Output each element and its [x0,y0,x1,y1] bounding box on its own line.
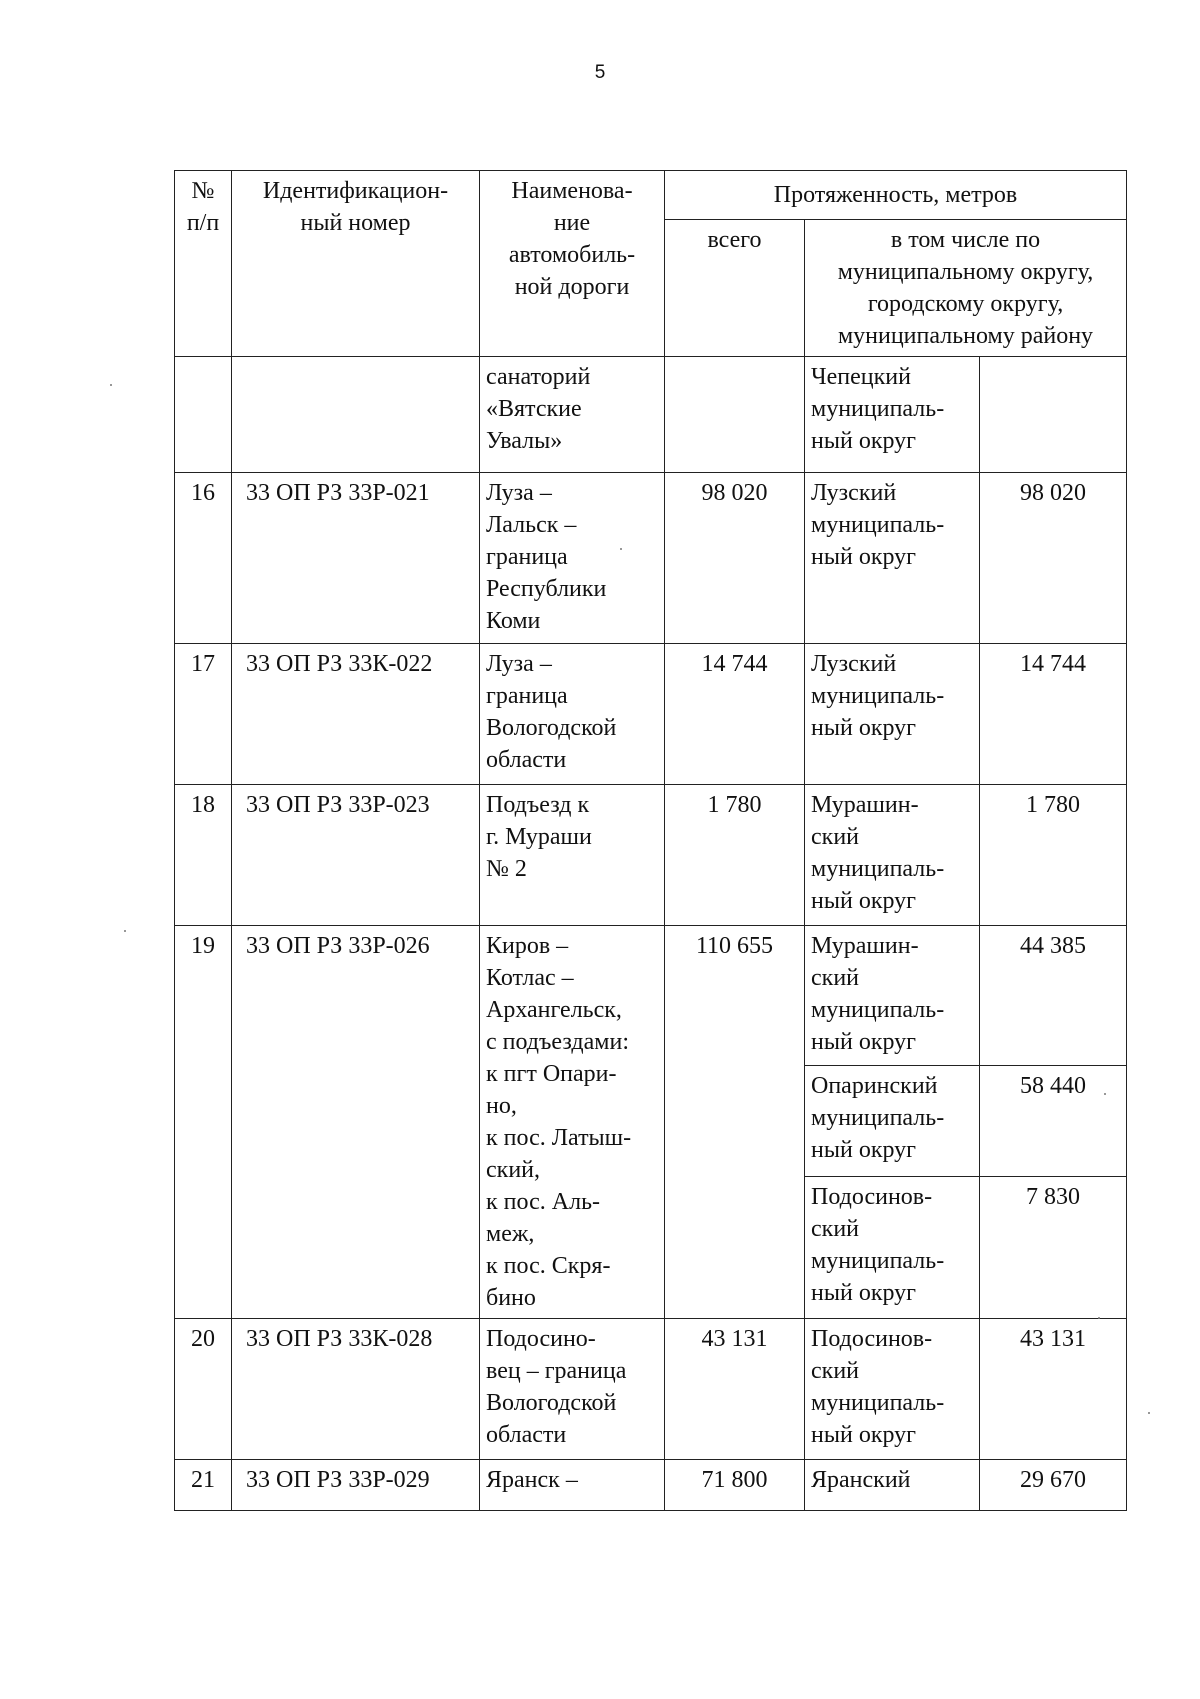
district-length: 44 385 [980,926,1127,1066]
district-length: 14 744 [980,644,1127,785]
district-name: Опаринский муниципаль- ный округ [805,1066,980,1176]
road-total-length: 110 655 [665,926,805,1319]
road-name: санаторий «Вятские Увалы» [480,357,665,473]
road-name: Подосино- вец – граница Вологодской области [480,1319,665,1460]
table-row [175,473,1127,644]
district-name: Мурашин- ский муниципаль- ный округ [805,785,980,926]
road-id: 33 ОП РЗ 33Р-026 [232,926,480,1319]
row-number: 20 [175,1319,232,1460]
road-total-length: 1 780 [665,785,805,926]
scan-speck [110,384,112,386]
row-number: 21 [175,1460,232,1511]
district-name: Подосинов- ский муниципаль- ный округ [805,1319,980,1460]
header-id: Идентификацион- ный номер [232,171,480,357]
row-number: 18 [175,785,232,926]
table-header [175,171,1127,357]
district-length: 43 131 [980,1319,1127,1460]
roads-table [174,170,1127,1511]
road-id [232,357,480,473]
district-name: Подосинов- ский муниципаль- ный округ [805,1176,980,1318]
row-number: 16 [175,473,232,644]
road-total-length: 98 020 [665,473,805,644]
table-body [175,357,1127,1511]
row-number: 17 [175,644,232,785]
district-length: 58 440 [980,1066,1127,1176]
road-name: Луза – Лальск – граница Республики Коми [480,473,665,644]
table-row [175,926,1127,1066]
district-name: Яранский [805,1460,980,1511]
scan-speck [1148,1412,1150,1414]
scan-speck [124,930,126,932]
road-name: Луза – граница Вологодской области [480,644,665,785]
district-length: 29 670 [980,1460,1127,1511]
road-id: 33 ОП РЗ 33Р-021 [232,473,480,644]
table-row [175,644,1127,785]
district-name: Мурашин- ский муниципаль- ный округ [805,926,980,1066]
district-length [980,357,1127,473]
district-name: Чепецкий муниципаль- ный округ [805,357,980,473]
table-row [175,1460,1127,1511]
road-id: 33 ОП РЗ 33К-022 [232,644,480,785]
road-total-length: 14 744 [665,644,805,785]
road-id: 33 ОП РЗ 33Р-023 [232,785,480,926]
table-row [175,1319,1127,1460]
district-length: 7 830 [980,1176,1127,1318]
header-length: Протяженность, метров [665,171,1127,220]
scan-speck [1104,1093,1106,1095]
road-name: Яранск – [480,1460,665,1511]
district-length: 98 020 [980,473,1127,644]
road-id: 33 ОП РЗ 33К-028 [232,1319,480,1460]
district-name: Лузский муниципаль- ный округ [805,644,980,785]
road-total-length [665,357,805,473]
header-name: Наименова- ние автомобиль- ной дороги [480,171,665,357]
scan-speck [620,548,622,550]
road-id: 33 ОП РЗ 33Р-029 [232,1460,480,1511]
row-number: 19 [175,926,232,1319]
header-district: в том числе по муниципальному округу, городскому округу, муниципальному району [805,220,1127,357]
road-total-length: 71 800 [665,1460,805,1511]
header-no: № п/п [175,171,232,357]
scan-speck [1098,1317,1100,1319]
district-name: Лузский муниципаль- ный округ [805,473,980,644]
district-length: 1 780 [980,785,1127,926]
page-number: 5 [594,62,606,83]
road-total-length: 43 131 [665,1319,805,1460]
row-number [175,357,232,473]
table-row [175,785,1127,926]
road-name: Киров – Котлас – Архангельск, с подъездами: к пгт Опари- но, к пос. Латыш- ский, к пос. Аль- меж, к пос. Скря- бино [480,926,665,1319]
header-total: всего [665,220,805,357]
table-row [175,357,1127,473]
road-name: Подъезд к г. Мураши № 2 [480,785,665,926]
